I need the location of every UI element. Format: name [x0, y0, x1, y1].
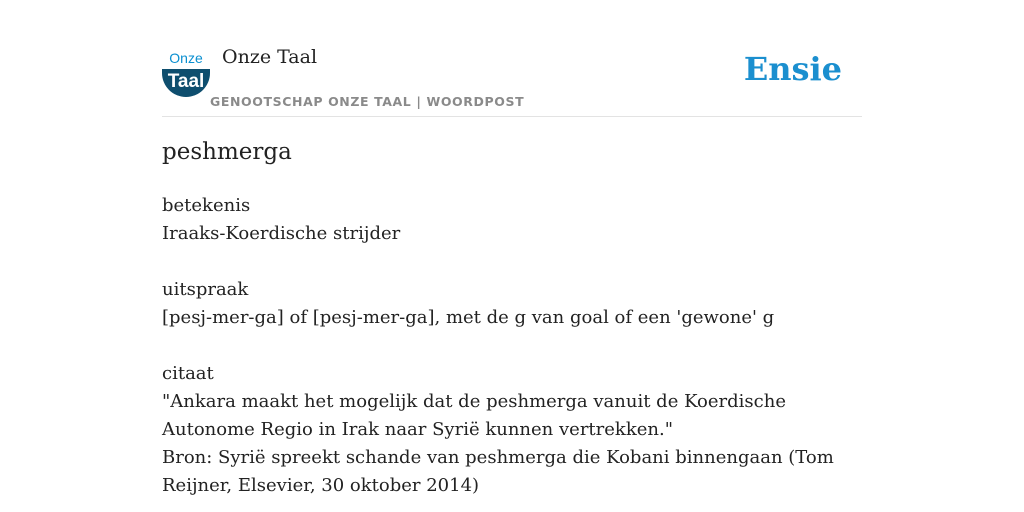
org-subtitle[interactable]: GENOOTSCHAP ONZE TAAL | WOORDPOST	[210, 94, 525, 109]
section-heading: uitspraak	[162, 279, 249, 300]
org-name[interactable]: Onze Taal	[222, 46, 318, 68]
entry-body	[162, 192, 862, 512]
section-text: Iraaks-Koerdische strijder	[162, 223, 401, 244]
entry-term: peshmerga	[162, 139, 292, 165]
logo-text-bottom: Taal	[167, 71, 205, 92]
section-heading: betekenis	[162, 195, 251, 216]
page	[162, 0, 862, 512]
quote-text: "Ankara maakt het mogelijk dat de peshmerga vanuit de Koerdische Autonome Regio in Irak naar Syrië kunnen vertrekken."	[162, 391, 786, 440]
section-text: [pesj-mer-ga] of [pesj-mer-ga], met de g van goal of een 'gewone' g	[162, 307, 775, 328]
section-heading: citaat	[162, 363, 214, 384]
onze-taal-logo[interactable]	[162, 49, 210, 97]
ensie-logo-link[interactable]: Ensie	[743, 50, 842, 88]
quote-source: Bron: Syrië spreekt schande van peshmerga die Kobani binnengaan (Tom Reijner, Elsevier, 30 oktober 2014)	[162, 447, 834, 496]
logo-text-top: Onze	[169, 50, 203, 66]
section-betekenis	[162, 192, 862, 248]
header	[162, 0, 862, 117]
section-citaat	[162, 360, 862, 500]
section-uitspraak	[162, 276, 862, 332]
